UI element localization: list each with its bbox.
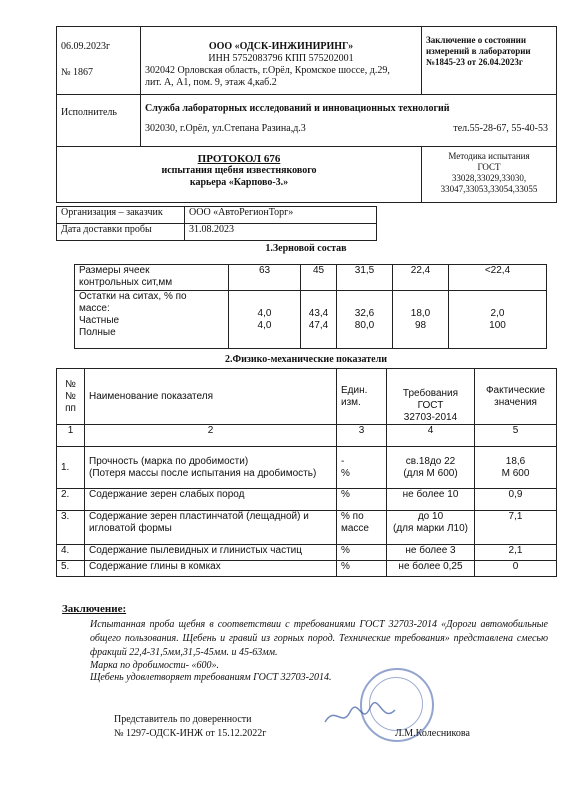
method-line-4: 33047,33053,33054,33055	[440, 184, 538, 194]
partial-value: 43,4	[308, 307, 329, 319]
mech-header-req	[387, 369, 475, 425]
mech-header-num-1: №№	[65, 378, 76, 402]
mech-header-unit-1: Един.	[341, 384, 368, 396]
row-name	[85, 447, 337, 489]
row-num: 5.	[57, 561, 85, 577]
row-unit	[337, 447, 387, 489]
partial-value: 2,0	[490, 307, 505, 319]
row-name	[85, 511, 337, 545]
row-unit-1: % по	[341, 511, 364, 522]
conclusion-ref-cell	[422, 27, 557, 95]
org-table	[56, 206, 377, 241]
partial-value: 32,6	[354, 307, 375, 319]
table-row	[57, 561, 557, 577]
table-row	[57, 447, 557, 489]
mech-header-unit-2: изм.	[341, 396, 361, 408]
grain-table	[74, 264, 547, 349]
doc-date: 06.09.2023г	[61, 41, 111, 52]
sieve-size: 31,5	[337, 265, 393, 291]
header-table	[56, 26, 557, 203]
row-fact: 2,1	[475, 545, 557, 561]
conclusion-result: Щебень удовлетворяет требованиям ГОСТ 32703-2014.	[90, 672, 332, 683]
representative-label: Представитель по доверенности	[114, 714, 252, 725]
doc-number: № 1867	[61, 67, 94, 78]
row-num: 4.	[57, 545, 85, 561]
method-line-1: Методика испытания	[448, 151, 530, 161]
signatory-name: Л.М.Колесникова	[395, 728, 470, 739]
sieve-size: 45	[301, 265, 337, 291]
mech-header-num	[57, 369, 85, 425]
method-line-2: ГОСТ	[477, 162, 501, 172]
executor-label-cell	[57, 95, 141, 147]
delivery-date-label: Дата доставки пробы	[57, 224, 185, 241]
residue-cell	[393, 291, 449, 349]
row-unit-2: массе	[341, 523, 369, 534]
conclusion-grade: Марка по дробимости- «600».	[90, 660, 219, 671]
row-unit-1: -	[341, 455, 345, 467]
residue-label	[75, 291, 229, 349]
row-req: не более 0,25	[387, 561, 475, 577]
protocol-subtitle-2: карьера «Карпово-3.»	[189, 177, 289, 188]
row-req-1: св.18до 22	[405, 455, 456, 467]
row-name: Содержание глины в комках	[85, 561, 337, 577]
residue-cell	[301, 291, 337, 349]
row-req-2: (для марки Л10)	[393, 523, 468, 534]
grain-sizes-label	[75, 265, 229, 291]
mech-header-fact-1: Фактические	[485, 384, 546, 396]
mech-header-req-1: Требования	[402, 388, 459, 399]
row-fact-2: М 600	[501, 467, 530, 479]
row-name-2: (Потеря массы после испытания на дробимость)	[89, 467, 317, 479]
customer-value: ООО «АвтоРегионТорг»	[185, 207, 377, 224]
row-unit-2: %	[341, 467, 350, 479]
mech-header-unit	[337, 369, 387, 425]
delivery-date-value: 31.08.2023	[185, 224, 377, 241]
protocol-subtitle-1: испытания щебня известнякового	[161, 165, 317, 176]
executor-label: Исполнитель	[61, 107, 117, 118]
customer-label: Организация – заказчик	[57, 207, 185, 224]
representative-authority: № 1297-ОДСК-ИНЖ от 15.12.2022г	[114, 728, 267, 739]
doc-date-cell	[57, 27, 141, 95]
residue-cell	[449, 291, 547, 349]
row-fact: 7,1	[475, 511, 557, 545]
mech-header-fact	[475, 369, 557, 425]
partial-value: 18,0	[410, 307, 431, 319]
method-line-3: 33028,33029,33030,	[451, 173, 527, 183]
full-value: 100	[489, 319, 506, 331]
mech-header-num-2: пп	[65, 402, 76, 414]
sieve-size: <22,4	[449, 265, 547, 291]
residue-cell	[229, 291, 301, 349]
protocol-cell	[57, 147, 422, 203]
full-value: 80,0	[354, 319, 375, 331]
mech-header-req-3: 32703-2014	[403, 412, 458, 423]
full-value: 98	[414, 319, 427, 331]
row-req: не более 3	[387, 545, 475, 561]
conclusion-ref-3: №1845-23 от 26.04.2023г	[426, 57, 523, 67]
row-num: 1.	[57, 447, 85, 489]
row-req	[387, 511, 475, 545]
row-req-2: (для М 600)	[403, 467, 458, 479]
table-row	[57, 511, 557, 545]
mech-header-req-2: ГОСТ	[417, 400, 444, 411]
table-row	[57, 545, 557, 561]
row-fact-1: 18,6	[505, 455, 526, 467]
col-number: 4	[387, 425, 475, 447]
grain-sizes-label-2: контрольных сит,мм	[79, 277, 173, 288]
row-name: Содержание зерен слабых пород	[85, 489, 337, 511]
protocol-title: ПРОТОКОЛ 676	[197, 153, 281, 165]
row-unit: %	[337, 561, 387, 577]
conclusion-ref-1: Заключение о состоянии	[426, 35, 527, 45]
conclusion-paragraph: Испытанная проба щебня в соответствии с требованиями ГОСТ 32703-2014 «Дороги автомобильные общего пользования. Щебень и гравий из горных пород. Технические требования» представлена смесью фракций 22,4-31,5мм,31,5-45мм. и 45-63мм.	[90, 619, 548, 658]
row-name-1: Содержание зерен пластинчатой (лещадной) и	[89, 511, 309, 522]
grain-sizes-label-1: Размеры ячеек	[79, 265, 150, 276]
row-fact: 0	[475, 561, 557, 577]
row-fact: 0,9	[475, 489, 557, 511]
signature-icon	[320, 700, 400, 730]
row-fact	[475, 447, 557, 489]
sieve-size: 22,4	[393, 265, 449, 291]
sieve-size: 63	[229, 265, 301, 291]
table-row	[57, 489, 557, 511]
conclusion-ref-2: измерений в лаборатории	[426, 46, 531, 56]
full-value: 47,4	[308, 319, 329, 331]
row-name: Содержание пылевидных и глинистых частиц	[85, 545, 337, 561]
full-value: 4,0	[257, 319, 272, 331]
mech-header-name: Наименование показателя	[85, 369, 337, 425]
executor-cell	[141, 95, 557, 147]
col-number: 2	[85, 425, 337, 447]
row-req: не более 10	[387, 489, 475, 511]
col-number: 3	[337, 425, 387, 447]
row-num: 3.	[57, 511, 85, 545]
executor-address: 302030, г.Орёл, ул.Степана Разина,д.3	[145, 123, 306, 134]
company-address-1: 302042 Орловская область, г.Орёл, Кромское шоссе, д.29,	[145, 65, 390, 76]
executor-phone: тел.55-28-67, 55-40-53	[453, 123, 548, 134]
residue-label-partial: Частные	[79, 315, 120, 326]
executor-name: Служба лабораторных исследований и инновационных технологий	[145, 103, 450, 114]
residue-label-2: массе:	[79, 303, 110, 314]
mech-table	[56, 368, 557, 577]
row-req-1: до 10	[417, 511, 444, 522]
method-cell	[422, 147, 557, 203]
col-number: 5	[475, 425, 557, 447]
row-req	[387, 447, 475, 489]
residue-cell	[337, 291, 393, 349]
row-unit	[337, 511, 387, 545]
conclusion-title: Заключение:	[62, 603, 127, 615]
row-name-2: игловатой формы	[89, 523, 172, 534]
row-num: 2.	[57, 489, 85, 511]
row-unit: %	[337, 545, 387, 561]
mech-header-fact-2: значения	[494, 396, 537, 408]
residue-label-full: Полные	[79, 327, 116, 338]
residue-label-1: Остатки на ситах, % по	[79, 291, 187, 302]
section-1-title: 1.Зерновой состав	[265, 243, 347, 254]
col-number: 1	[57, 425, 85, 447]
company-cell	[141, 27, 422, 95]
company-inn: ИНН 5752083796 КПП 575202001	[208, 53, 354, 64]
section-2-title: 2.Физико-механические показатели	[225, 354, 387, 365]
row-name-1: Прочность (марка по дробимости)	[89, 455, 249, 467]
company-name: ООО «ОДСК-ИНЖИНИРИНГ»	[208, 41, 354, 52]
row-unit: %	[337, 489, 387, 511]
company-address-2: лит. А, А1, пом. 9, этаж 4,каб.2	[145, 77, 277, 88]
partial-value: 4,0	[257, 307, 272, 319]
